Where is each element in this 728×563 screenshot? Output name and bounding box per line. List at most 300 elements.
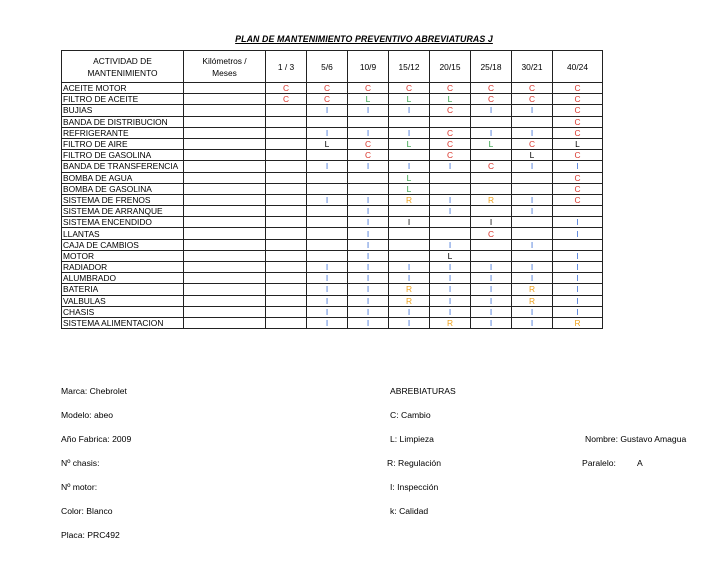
mark-cell <box>553 295 603 306</box>
mark-cell <box>430 273 471 284</box>
mark-cell <box>266 161 307 172</box>
header-interval: 10/9 <box>348 51 389 83</box>
mark-cell <box>471 228 512 239</box>
maintenance-mark: I <box>325 273 329 284</box>
maintenance-mark: I <box>407 273 411 284</box>
table-row <box>62 94 603 105</box>
maintenance-mark: I <box>366 217 370 228</box>
mark-cell <box>266 206 307 217</box>
km-cell <box>184 127 266 138</box>
km-cell <box>184 317 266 328</box>
mark-cell <box>348 284 389 295</box>
maintenance-mark: C <box>528 83 536 94</box>
maintenance-mark: I <box>489 318 493 329</box>
maintenance-mark: R <box>487 194 495 205</box>
header-interval: 1 / 3 <box>266 51 307 83</box>
mark-cell <box>553 105 603 116</box>
mark-cell <box>389 172 430 183</box>
mark-cell <box>348 217 389 228</box>
mark-cell <box>348 228 389 239</box>
mark-cell <box>266 105 307 116</box>
mark-cell <box>389 206 430 217</box>
mark-cell <box>266 172 307 183</box>
activity-name: SISTEMA ENCENDIDO <box>62 217 184 228</box>
mark-cell <box>266 250 307 261</box>
maintenance-mark: I <box>448 262 452 273</box>
mark-cell <box>430 284 471 295</box>
mark-cell <box>553 161 603 172</box>
maintenance-mark: I <box>530 127 534 138</box>
maintenance-mark: R <box>405 194 413 205</box>
mark-cell <box>389 273 430 284</box>
mark-cell <box>307 161 348 172</box>
km-cell <box>184 250 266 261</box>
mark-cell <box>471 250 512 261</box>
maintenance-mark: L <box>529 150 535 161</box>
mark-cell <box>266 284 307 295</box>
maintenance-mark: R <box>405 284 413 295</box>
header-interval: 5/6 <box>307 51 348 83</box>
maintenance-mark: I <box>576 250 579 261</box>
km-cell <box>184 94 266 105</box>
mark-cell <box>348 183 389 194</box>
maintenance-mark: C <box>528 139 536 150</box>
maintenance-mark: I <box>576 228 579 239</box>
legend-regulacion: R: Regulación <box>387 458 441 468</box>
mark-cell <box>512 262 553 273</box>
maintenance-mark: C <box>528 94 536 105</box>
maintenance-mark: I <box>489 127 493 138</box>
mark-cell <box>348 194 389 205</box>
header-activity <box>62 51 184 83</box>
header-activity-line2: MANTENIMIENTO <box>87 67 158 78</box>
maintenance-mark: C <box>364 139 372 150</box>
table-row <box>62 306 603 317</box>
mark-cell <box>471 172 512 183</box>
mark-cell <box>512 217 553 228</box>
mark-cell <box>430 250 471 261</box>
maintenance-mark: C <box>574 150 581 161</box>
mark-cell <box>307 273 348 284</box>
activity-name: BOMBA DE AGUA <box>62 172 184 183</box>
mark-cell <box>553 127 603 138</box>
mark-cell <box>553 228 603 239</box>
table-row <box>62 83 603 94</box>
maintenance-mark: C <box>446 105 454 116</box>
km-cell <box>184 150 266 161</box>
mark-cell <box>430 94 471 105</box>
table-row <box>62 161 603 172</box>
maintenance-mark: L <box>406 172 412 183</box>
mark-cell <box>512 317 553 328</box>
legend-limpieza: L: Limpieza <box>390 434 434 444</box>
maintenance-mark: C <box>405 83 413 94</box>
maintenance-mark: L <box>406 183 412 194</box>
mark-cell <box>389 250 430 261</box>
mark-cell <box>307 116 348 127</box>
maintenance-mark: I <box>325 105 329 116</box>
legend-cambio: C: Cambio <box>390 410 431 420</box>
vehicle-year: Año Fabrica: 2009 <box>61 434 132 444</box>
maintenance-mark: C <box>446 127 454 138</box>
mark-cell <box>389 306 430 317</box>
mark-cell <box>430 239 471 250</box>
maintenance-mark: I <box>325 161 329 172</box>
maintenance-mark: R <box>528 295 536 306</box>
table-row <box>62 105 603 116</box>
maintenance-mark: I <box>489 273 493 284</box>
mark-cell <box>512 183 553 194</box>
mark-cell <box>348 94 389 105</box>
maintenance-mark: I <box>489 217 493 228</box>
maintenance-mark: I <box>366 318 370 329</box>
mark-cell <box>553 116 603 127</box>
mark-cell <box>389 262 430 273</box>
mark-cell <box>348 161 389 172</box>
vehicle-brand: Marca: Chebrolet <box>61 386 127 396</box>
maintenance-mark: I <box>489 262 493 273</box>
km-cell <box>184 306 266 317</box>
mark-cell <box>266 94 307 105</box>
activity-name: BUJIAS <box>62 105 184 116</box>
activity-name: MOTOR <box>62 250 184 261</box>
vehicle-chassis: Nº chasis: <box>61 458 100 468</box>
maintenance-mark: I <box>576 161 579 172</box>
maintenance-mark: R <box>528 284 536 295</box>
km-cell <box>184 172 266 183</box>
mark-cell <box>512 239 553 250</box>
mark-cell <box>471 116 512 127</box>
mark-cell <box>512 94 553 105</box>
mark-cell <box>512 127 553 138</box>
mark-cell <box>512 105 553 116</box>
mark-cell <box>389 194 430 205</box>
mark-cell <box>348 172 389 183</box>
mark-cell <box>512 273 553 284</box>
mark-cell <box>430 262 471 273</box>
km-cell <box>184 295 266 306</box>
mark-cell <box>430 83 471 94</box>
student-paralelo-value: A <box>637 458 643 468</box>
activity-name: LLANTAS <box>62 228 184 239</box>
mark-cell <box>512 295 553 306</box>
student-name: Nombre: Gustavo Amagua <box>585 434 687 444</box>
activity-name: ACEITE MOTOR <box>62 83 184 94</box>
mark-cell <box>307 228 348 239</box>
activity-name: CAJA DE CAMBIOS <box>62 239 184 250</box>
mark-cell <box>266 127 307 138</box>
mark-cell <box>471 127 512 138</box>
table-row <box>62 206 603 217</box>
student-paralelo-label: Paralelo: <box>582 458 616 468</box>
mark-cell <box>553 138 603 149</box>
mark-cell <box>307 183 348 194</box>
maintenance-mark: C <box>323 94 331 105</box>
mark-cell <box>266 138 307 149</box>
table-row <box>62 284 603 295</box>
km-cell <box>184 183 266 194</box>
mark-cell <box>307 127 348 138</box>
maintenance-mark: C <box>574 172 581 183</box>
maintenance-mark: C <box>574 94 581 105</box>
maintenance-mark: C <box>574 116 581 127</box>
activity-name: BATERIA <box>62 284 184 295</box>
maintenance-mark: I <box>489 284 493 295</box>
mark-cell <box>430 105 471 116</box>
maintenance-mark: I <box>366 161 370 172</box>
km-cell <box>184 194 266 205</box>
mark-cell <box>389 295 430 306</box>
mark-cell <box>512 172 553 183</box>
mark-cell <box>389 127 430 138</box>
maintenance-mark: L <box>324 139 330 150</box>
maintenance-mark: I <box>366 228 370 239</box>
activity-name: RADIADOR <box>62 262 184 273</box>
activity-name: REFRIGERANTE <box>62 127 184 138</box>
maintenance-mark: I <box>366 250 370 261</box>
maintenance-mark: I <box>366 262 370 273</box>
activity-name: FILTRO DE GASOLINA <box>62 150 184 161</box>
table-body <box>62 83 603 329</box>
table-row <box>62 239 603 250</box>
mark-cell <box>430 127 471 138</box>
mark-cell <box>553 194 603 205</box>
activity-name: FILTRO DE AIRE <box>62 138 184 149</box>
maintenance-mark: I <box>530 318 534 329</box>
mark-cell <box>553 317 603 328</box>
table-row <box>62 295 603 306</box>
activity-name: BANDA DE TRANSFERENCIA <box>62 161 184 172</box>
mark-cell <box>348 250 389 261</box>
maintenance-mark: L <box>406 139 412 150</box>
mark-cell <box>471 284 512 295</box>
maintenance-mark: I <box>448 206 452 217</box>
mark-cell <box>471 150 512 161</box>
maintenance-mark: I <box>448 295 452 306</box>
maintenance-mark: I <box>325 127 329 138</box>
maintenance-mark: I <box>448 239 452 250</box>
table-row <box>62 250 603 261</box>
mark-cell <box>348 116 389 127</box>
maintenance-mark: I <box>325 284 329 295</box>
table-row <box>62 228 603 239</box>
maintenance-mark: I <box>325 318 329 329</box>
mark-cell <box>512 206 553 217</box>
maintenance-mark: I <box>489 306 493 317</box>
maintenance-mark: C <box>487 228 495 239</box>
maintenance-mark: L <box>365 94 371 105</box>
maintenance-mark: I <box>407 217 411 228</box>
activity-name: CHASIS <box>62 306 184 317</box>
mark-cell <box>348 317 389 328</box>
mark-cell <box>471 306 512 317</box>
mark-cell <box>348 127 389 138</box>
km-cell <box>184 284 266 295</box>
mark-cell <box>553 250 603 261</box>
mark-cell <box>512 138 553 149</box>
mark-cell <box>430 116 471 127</box>
mark-cell <box>430 317 471 328</box>
mark-cell <box>553 206 603 217</box>
mark-cell <box>307 250 348 261</box>
maintenance-mark: I <box>366 273 370 284</box>
mark-cell <box>307 150 348 161</box>
maintenance-mark: I <box>576 306 579 317</box>
maintenance-mark: I <box>530 206 534 217</box>
maintenance-mark: I <box>530 262 534 273</box>
maintenance-mark: I <box>407 105 411 116</box>
header-interval: 30/21 <box>512 51 553 83</box>
mark-cell <box>430 150 471 161</box>
mark-cell <box>266 262 307 273</box>
mark-cell <box>348 239 389 250</box>
mark-cell <box>471 194 512 205</box>
km-cell <box>184 273 266 284</box>
maintenance-mark: I <box>407 127 411 138</box>
mark-cell <box>389 284 430 295</box>
mark-cell <box>266 217 307 228</box>
header-interval: 40/24 <box>553 51 603 83</box>
legend-calidad: k: Calidad <box>390 506 429 516</box>
mark-cell <box>389 228 430 239</box>
mark-cell <box>389 217 430 228</box>
mark-cell <box>389 161 430 172</box>
maintenance-mark: I <box>530 306 534 317</box>
mark-cell <box>389 94 430 105</box>
maintenance-mark: C <box>487 83 495 94</box>
mark-cell <box>553 273 603 284</box>
mark-cell <box>389 150 430 161</box>
vehicle-engine: Nº motor: <box>61 482 98 492</box>
mark-cell <box>307 94 348 105</box>
maintenance-mark: L <box>447 250 453 261</box>
mark-cell <box>471 295 512 306</box>
maintenance-mark: I <box>407 318 411 329</box>
maintenance-mark: I <box>576 273 579 284</box>
mark-cell <box>348 273 389 284</box>
mark-cell <box>553 94 603 105</box>
mark-cell <box>553 239 603 250</box>
km-cell <box>184 138 266 149</box>
mark-cell <box>430 217 471 228</box>
mark-cell <box>553 262 603 273</box>
maintenance-mark: I <box>366 284 370 295</box>
table-row <box>62 127 603 138</box>
mark-cell <box>471 105 512 116</box>
table-row <box>62 194 603 205</box>
maintenance-mark: R <box>574 318 581 329</box>
mark-cell <box>348 295 389 306</box>
maintenance-mark: I <box>366 127 370 138</box>
mark-cell <box>512 306 553 317</box>
mark-cell <box>553 217 603 228</box>
maintenance-table <box>61 50 603 329</box>
mark-cell <box>266 83 307 94</box>
maintenance-mark: I <box>489 105 493 116</box>
mark-cell <box>307 83 348 94</box>
km-cell <box>184 262 266 273</box>
mark-cell <box>307 194 348 205</box>
mark-cell <box>348 306 389 317</box>
maintenance-mark: I <box>407 306 411 317</box>
maintenance-mark: I <box>489 295 493 306</box>
header-km-line2: Meses <box>212 67 237 78</box>
mark-cell <box>307 105 348 116</box>
mark-cell <box>307 306 348 317</box>
activity-name: FILTRO DE ACEITE <box>62 94 184 105</box>
mark-cell <box>348 83 389 94</box>
maintenance-mark: C <box>323 83 331 94</box>
mark-cell <box>471 94 512 105</box>
mark-cell <box>430 295 471 306</box>
mark-cell <box>266 273 307 284</box>
activity-name: SISTEMA DE FRENOS <box>62 194 184 205</box>
maintenance-mark: I <box>325 295 329 306</box>
maintenance-mark: I <box>530 273 534 284</box>
mark-cell <box>389 239 430 250</box>
maintenance-mark: C <box>446 150 454 161</box>
maintenance-mark: I <box>530 239 534 250</box>
mark-cell <box>266 194 307 205</box>
vehicle-model: Modelo: abeo <box>61 410 114 420</box>
km-cell <box>184 228 266 239</box>
mark-cell <box>471 161 512 172</box>
mark-cell <box>389 83 430 94</box>
maintenance-mark: I <box>366 194 370 205</box>
mark-cell <box>553 150 603 161</box>
table-row <box>62 262 603 273</box>
mark-cell <box>430 228 471 239</box>
maintenance-mark: I <box>576 217 579 228</box>
maintenance-mark: I <box>366 306 370 317</box>
mark-cell <box>512 116 553 127</box>
mark-cell <box>471 138 512 149</box>
mark-cell <box>512 150 553 161</box>
maintenance-mark: I <box>448 306 452 317</box>
maintenance-mark: I <box>448 194 452 205</box>
table-row <box>62 138 603 149</box>
mark-cell <box>266 306 307 317</box>
maintenance-mark: C <box>574 105 581 116</box>
table-row <box>62 273 603 284</box>
header-km-line1: Kilómetros / <box>202 55 247 66</box>
maintenance-mark: C <box>364 150 372 161</box>
mark-cell <box>512 83 553 94</box>
mark-cell <box>266 183 307 194</box>
mark-cell <box>348 206 389 217</box>
legend-inspeccion: I: Inspección <box>390 482 439 492</box>
mark-cell <box>307 172 348 183</box>
page-title: PLAN DE MANTENIMIENTO PREVENTIVO ABREVIATURAS J <box>235 34 493 44</box>
mark-cell <box>512 228 553 239</box>
maintenance-mark: I <box>530 161 534 172</box>
mark-cell <box>307 206 348 217</box>
maintenance-mark: R <box>446 318 454 329</box>
maintenance-mark: C <box>574 83 581 94</box>
mark-cell <box>307 295 348 306</box>
km-cell <box>184 116 266 127</box>
mark-cell <box>512 194 553 205</box>
mark-cell <box>430 161 471 172</box>
mark-cell <box>389 183 430 194</box>
mark-cell <box>307 138 348 149</box>
mark-cell <box>307 317 348 328</box>
mark-cell <box>512 284 553 295</box>
activity-name: BOMBA DE GASOLINA <box>62 183 184 194</box>
km-cell <box>184 161 266 172</box>
maintenance-mark: C <box>282 94 290 105</box>
maintenance-mark: C <box>574 127 581 138</box>
